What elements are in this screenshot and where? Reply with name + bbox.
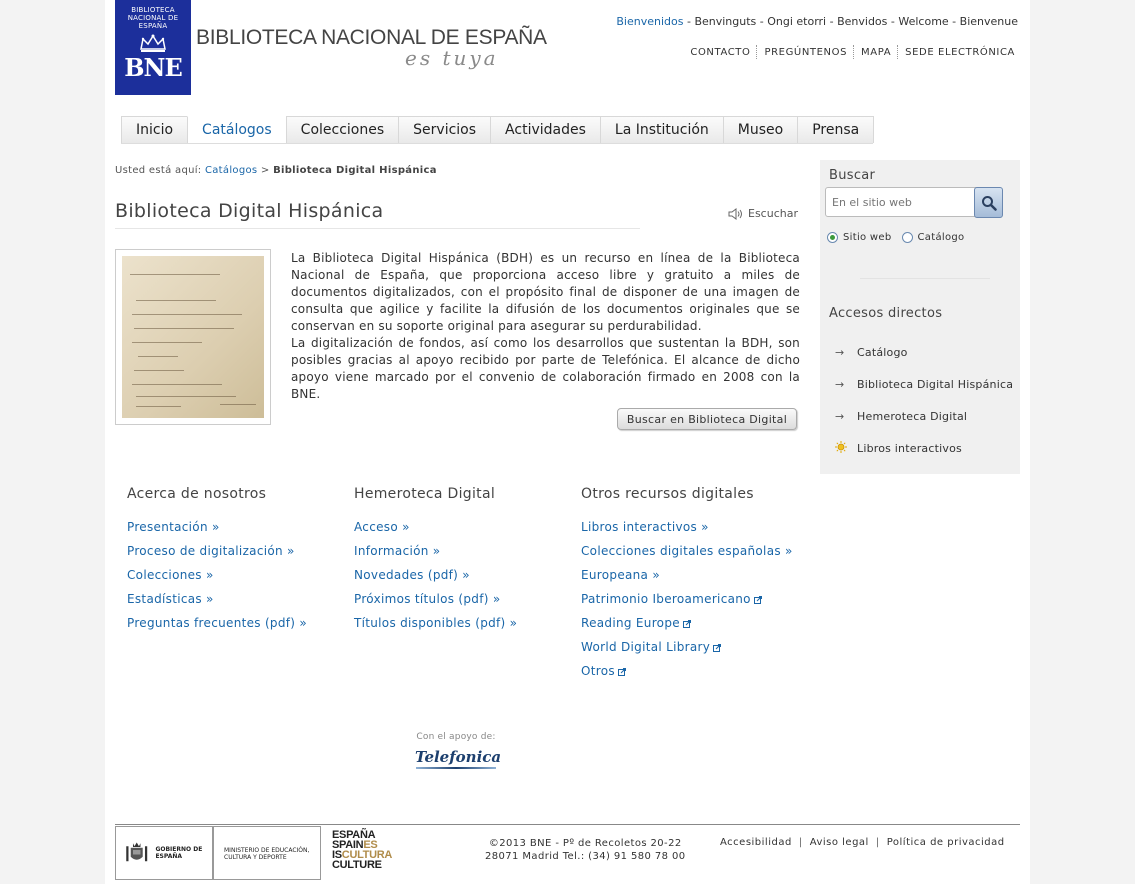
search-digital-library-button[interactable]: Buscar en Biblioteca Digital xyxy=(617,408,797,430)
utility-links xyxy=(690,45,1015,59)
hemeroteca-column xyxy=(354,486,517,635)
lang-ca[interactable]: Benvinguts xyxy=(694,15,757,28)
breadcrumb-prefix: Usted está aquí: xyxy=(115,165,202,176)
mapa-link[interactable]: MAPA xyxy=(861,47,892,58)
novedades-link[interactable]: Novedades (pdf) » xyxy=(354,568,470,582)
contacto-link[interactable]: CONTACTO xyxy=(690,47,751,58)
listen-label: Escuchar xyxy=(748,207,798,220)
search-button[interactable] xyxy=(974,187,1003,218)
ministerio-logo[interactable] xyxy=(213,826,321,880)
speaker-icon xyxy=(728,208,744,220)
search-scope xyxy=(827,232,964,243)
logo-top-text: BIBLIOTECA NACIONAL DE ESPAÑA xyxy=(127,6,179,30)
proximos-titulos-link[interactable]: Próximos títulos (pdf) » xyxy=(354,592,501,606)
access-item-catalogo[interactable]: → Catálogo xyxy=(835,345,908,359)
access-item-bdh[interactable]: → Biblioteca Digital Hispánica xyxy=(835,377,1014,391)
search-title: Buscar xyxy=(829,168,876,183)
aviso-legal-link[interactable]: Aviso legal xyxy=(809,837,869,848)
divider: | xyxy=(875,837,880,848)
europeana-link[interactable]: Europeana » xyxy=(581,568,660,582)
footer-links xyxy=(720,837,1005,848)
lang-es[interactable]: Bienvenidos xyxy=(616,15,684,28)
brand-tagline: es tuya xyxy=(405,46,499,70)
proceso-digitalizacion-link[interactable]: Proceso de digitalización » xyxy=(127,544,295,558)
tab-la-institucion[interactable]: La Institución xyxy=(600,116,724,143)
coat-of-arms-icon xyxy=(124,838,149,868)
sponsor-label: Con el apoyo de: xyxy=(416,732,496,742)
page xyxy=(105,0,1030,884)
estadisticas-link[interactable]: Estadísticas » xyxy=(127,592,214,606)
spain-logo-line1: ESPAÑA xyxy=(332,829,376,841)
spain-logo-line2: SPAINES xyxy=(332,839,378,851)
spain-logo-line3: ISCULTURA xyxy=(332,849,393,861)
intro-paragraph-2: La digitalización de fondos, así como los desarrollos que sustentan la BDH, son posibles gracias al apoyo recibido por parte de Telefónica. El alcance de dicho apoyo viene marcado por el convenio de colaboración firmado en 2008 con la BNE. xyxy=(291,336,800,401)
gov-text: GOBIERNO DE ESPAÑA xyxy=(155,846,203,860)
sidebar-divider xyxy=(860,278,990,279)
language-selector: Bienvenidos - Benvinguts - Ongi etorri - Benvidos - Welcome - Bienvenue xyxy=(616,15,1018,28)
colecciones-link[interactable]: Colecciones » xyxy=(127,568,214,582)
tab-catalogos[interactable]: Catálogos xyxy=(187,116,287,143)
hemeroteca-title: Hemeroteca Digital xyxy=(354,486,496,502)
breadcrumb-separator: > xyxy=(260,165,270,176)
address-line-1: ©2013 BNE - Pº de Recoletos 20-22 xyxy=(488,838,682,849)
informacion-link[interactable]: Información » xyxy=(354,544,441,558)
crown-icon xyxy=(138,33,168,53)
world-digital-library-link[interactable]: World Digital Library xyxy=(581,640,721,654)
titulos-disponibles-link[interactable]: Títulos disponibles (pdf) » xyxy=(354,616,518,630)
external-link-icon xyxy=(618,668,626,676)
radio-catalogo[interactable]: Catálogo xyxy=(902,232,965,243)
telefonica-logo[interactable]: Telefonica xyxy=(415,748,502,766)
lang-en[interactable]: Welcome xyxy=(898,15,949,28)
breadcrumb-catalogos-link[interactable]: Catálogos xyxy=(204,165,258,176)
tab-museo[interactable]: Museo xyxy=(723,116,798,143)
lang-eu[interactable]: Ongi etorri xyxy=(767,15,827,28)
logo-bne-text: BNE xyxy=(124,53,182,82)
colecciones-digitales-link[interactable]: Colecciones digitales españolas » xyxy=(581,544,793,558)
main-nav xyxy=(121,116,873,144)
footer-address xyxy=(485,837,685,863)
ministry-text: MINISTERIO DE EDUCACIÓN, CULTURA Y DEPORTE xyxy=(224,847,310,861)
access-item-libros[interactable]: Libros interactivos xyxy=(835,432,1013,464)
manuscript-thumbnail[interactable] xyxy=(115,249,271,425)
preguntenos-link[interactable]: PREGÚNTENOS xyxy=(764,47,848,58)
intro-text xyxy=(291,250,800,403)
manuscript-image xyxy=(122,256,264,418)
gobierno-logo[interactable] xyxy=(115,826,213,880)
external-link-icon xyxy=(683,620,691,628)
tab-prensa[interactable]: Prensa xyxy=(797,116,874,143)
accesibilidad-link[interactable]: Accesibilidad xyxy=(720,837,792,848)
external-link-icon xyxy=(754,596,762,604)
arrow-right-icon: → xyxy=(835,345,845,359)
radio-sitio-web[interactable]: Sitio web xyxy=(827,232,892,243)
divider xyxy=(897,45,899,59)
tab-actividades[interactable]: Actividades xyxy=(490,116,601,143)
preguntas-frecuentes-link[interactable]: Preguntas frecuentes (pdf) » xyxy=(127,616,308,630)
breadcrumb-current: Biblioteca Digital Hispánica xyxy=(273,165,437,176)
politica-privacidad-link[interactable]: Política de privacidad xyxy=(886,837,1005,848)
access-list xyxy=(835,336,1013,464)
reading-europe-link[interactable]: Reading Europe xyxy=(581,616,691,630)
search-icon xyxy=(981,195,997,211)
other-resources-column xyxy=(581,486,793,683)
brand-name: BIBLIOTECA NACIONAL DE ESPAÑA xyxy=(196,26,547,49)
listen-button[interactable] xyxy=(728,207,798,220)
search-input[interactable] xyxy=(825,187,979,217)
other-resources-title: Otros recursos digitales xyxy=(581,486,754,502)
tab-inicio[interactable]: Inicio xyxy=(121,116,188,143)
tab-colecciones[interactable]: Colecciones xyxy=(286,116,399,143)
intro-paragraph-1: La Biblioteca Digital Hispánica (BDH) es un recurso en línea de la Biblioteca Nacional de España, que proporciona acceso libre y gratuito a miles de documentos digitalizados, con el propósito final de disponer de una imagen de consulta que agilice y facilite la difusión de los documentos originales que se conservan en su soporte original para asegurar su perdurabilidad. xyxy=(291,251,800,333)
arrow-right-icon: → xyxy=(835,409,845,423)
divider xyxy=(756,45,758,59)
access-item-hemeroteca[interactable]: → Hemeroteca Digital xyxy=(835,409,968,423)
lang-gl[interactable]: Benvidos xyxy=(837,15,888,28)
radio-dot-checked xyxy=(827,232,838,243)
telefonica-logo-underline xyxy=(416,767,496,769)
tab-servicios[interactable]: Servicios xyxy=(398,116,491,143)
espana-es-cultura-logo[interactable] xyxy=(332,830,392,870)
external-link-icon xyxy=(713,644,721,652)
divider: | xyxy=(798,837,803,848)
lang-fr[interactable]: Bienvenue xyxy=(959,15,1018,28)
otros-link[interactable]: Otros xyxy=(581,664,626,678)
title-divider xyxy=(115,228,640,229)
access-title: Accesos directos xyxy=(829,306,943,321)
sede-electronica-link[interactable]: SEDE ELECTRÓNICA xyxy=(905,47,1015,58)
address-line-2: 28071 Madrid Tel.: (34) 91 580 78 00 xyxy=(485,851,686,862)
acceso-link[interactable]: Acceso » xyxy=(354,520,410,534)
sponsor xyxy=(415,732,502,769)
sidebar xyxy=(820,160,1020,474)
patrimonio-iberoamericano-link[interactable]: Patrimonio Iberoamericano xyxy=(581,592,762,606)
sun-icon xyxy=(835,441,849,456)
about-column xyxy=(127,486,307,635)
breadcrumb xyxy=(115,165,437,176)
divider xyxy=(853,45,855,59)
bne-logo[interactable] xyxy=(115,0,191,95)
arrow-right-icon: → xyxy=(835,377,845,391)
libros-interactivos-link[interactable]: Libros interactivos » xyxy=(581,520,709,534)
radio-dot xyxy=(902,232,913,243)
spain-logo-line4: CULTURE xyxy=(332,859,382,871)
presentacion-link[interactable]: Presentación » xyxy=(127,520,220,534)
page-title: Biblioteca Digital Hispánica xyxy=(115,200,384,222)
footer-divider xyxy=(115,824,1020,825)
about-title: Acerca de nosotros xyxy=(127,486,267,502)
